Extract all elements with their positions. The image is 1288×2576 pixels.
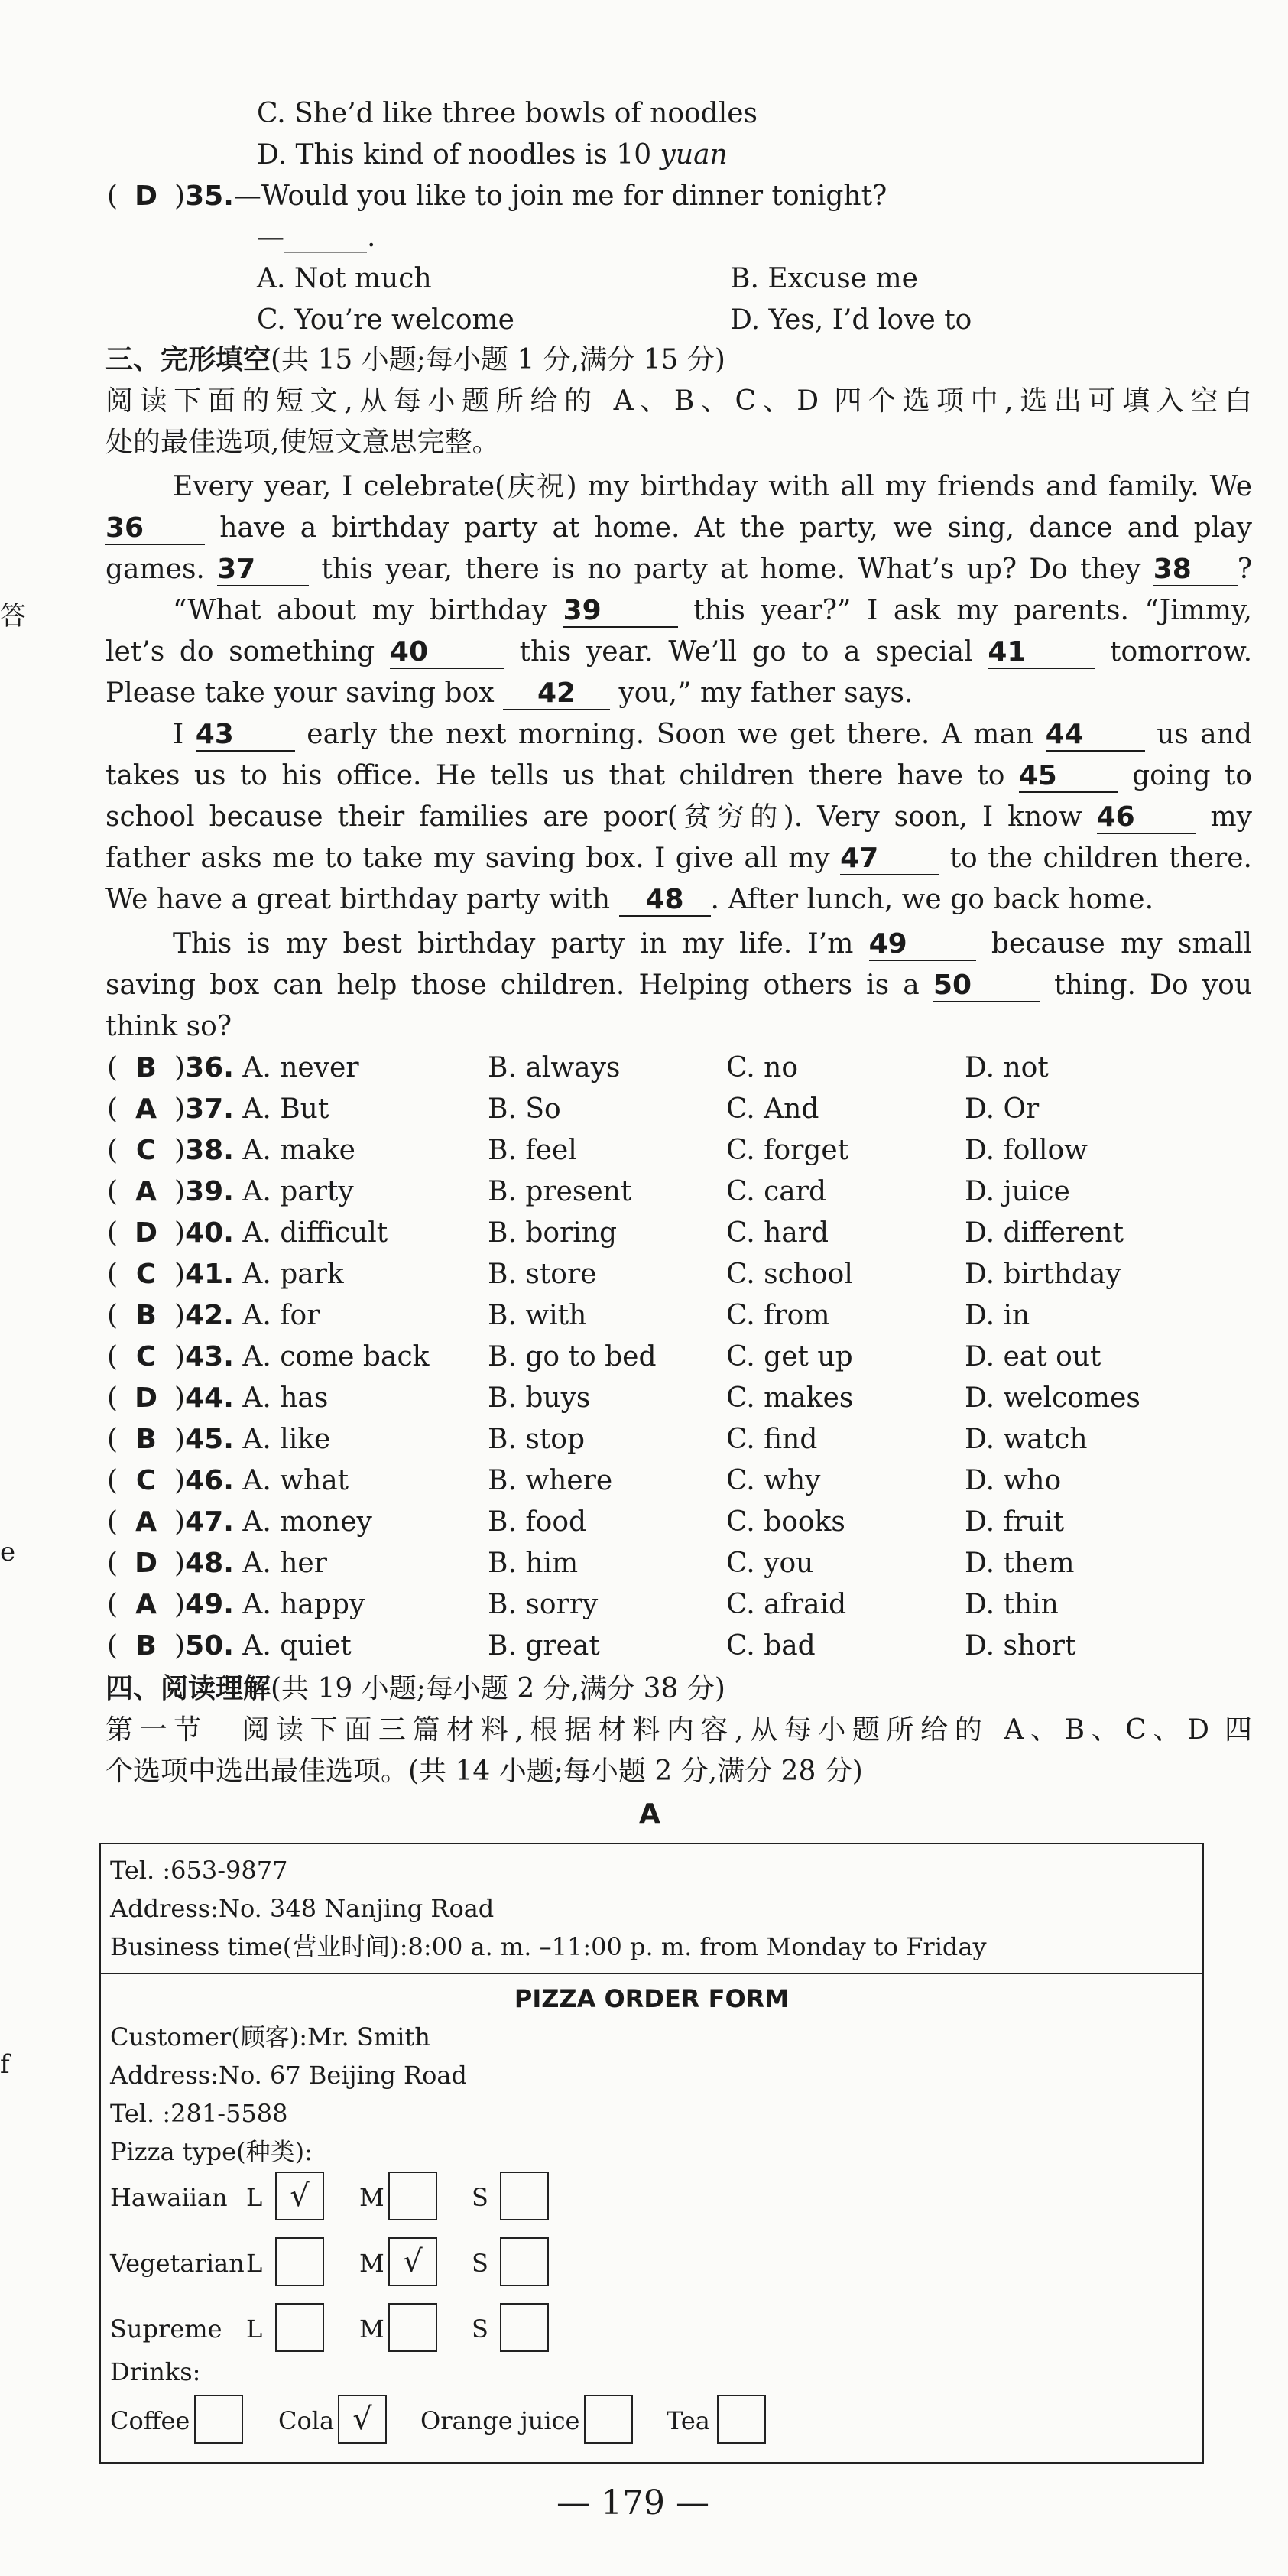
blank-48: 48 (619, 885, 711, 917)
q35-blank-line: —______. (257, 222, 376, 253)
blank-44: 44 (1046, 720, 1145, 752)
question-number: 43. (185, 1341, 234, 1372)
drink-name: Tea (667, 2406, 710, 2435)
size-label: L (246, 2249, 263, 2278)
question-number: 36. (185, 1052, 234, 1083)
section4-part1-instruction-2: 个选项中选出最佳选项。(共 14 小题;每小题 2 分,满分 28 分) (105, 1756, 863, 1787)
size-checkbox[interactable] (500, 2237, 549, 2286)
option-a: A. money (242, 1506, 372, 1538)
section3-title: 三、完形填空(共 15 小题;每小题 1 分,满分 15 分) (105, 344, 725, 375)
pizza-name: Vegetarian (110, 2249, 245, 2278)
passage-line: takes us to his office. He tells us that children there have to 45 going to (105, 760, 1253, 791)
question-number: 47. (185, 1506, 234, 1538)
option-d: D. watch (965, 1424, 1088, 1455)
option-d: D. not (965, 1052, 1049, 1083)
passage-line: think so? (105, 1011, 232, 1042)
size-label: L (246, 2315, 263, 2344)
option-a: A. make (242, 1135, 355, 1166)
size-checkbox[interactable] (275, 2303, 324, 2352)
option-b: B. great (488, 1630, 600, 1662)
question-number: 48. (185, 1548, 234, 1579)
section4-part1-instruction-1: 第一节 阅读下面三篇材料,根据材料内容,从每小题所给的 A、B、C、D 四 (105, 1714, 1252, 1746)
drink-name: Cola (278, 2406, 335, 2435)
option-d: D. eat out (965, 1341, 1101, 1372)
option-c: C. why (726, 1465, 821, 1496)
option-a: A. party (242, 1176, 354, 1207)
size-checkbox[interactable]: √ (275, 2172, 324, 2220)
customer-name: Customer(顾客):Mr. Smith (110, 2022, 430, 2051)
answer-mark: B (135, 1300, 157, 1331)
blank-36: 36 (105, 513, 205, 545)
passage-line: games. 37 this year, there is no party at home. What’s up? Do they 38 ? (105, 554, 1252, 585)
question-row: ( A )49. A. happy (107, 1587, 365, 1623)
answer-mark: A (135, 1093, 157, 1125)
option-a: A. come back (242, 1341, 430, 1372)
q34-option-d: D. This kind of noodles is 10 yuan (257, 139, 728, 171)
question-row: ( B )36. A. never (107, 1051, 359, 1086)
blank-38: 38 (1153, 554, 1238, 586)
option-b: B. with (488, 1300, 587, 1331)
pizza-order-form (99, 1843, 1204, 2464)
pizza-type-label: Pizza type(种类): (110, 2137, 313, 2166)
answer-mark: A (135, 1506, 157, 1538)
option-d: D. different (965, 1217, 1124, 1249)
q34-option-c: C. She’d like three bowls of noodles (257, 98, 758, 129)
passage-line: 36 have a birthday party at home. At the party, we sing, dance and play (105, 512, 1252, 544)
section4-title: 四、阅读理解(共 19 小题;每小题 2 分,满分 38 分) (105, 1673, 725, 1704)
option-a: A. quiet (242, 1630, 352, 1662)
question-row: ( D )48. A. her (107, 1546, 327, 1581)
option-c: C. you (726, 1548, 814, 1579)
blank-50: 50 (933, 970, 1040, 1002)
option-c: C. bad (726, 1630, 816, 1662)
size-label: M (359, 2183, 384, 2212)
answer-35: D (135, 180, 157, 212)
size-label: S (472, 2315, 488, 2344)
passage-line: Please take your saving box 42 you,” my father says. (105, 677, 913, 709)
question-row: ( B )50. A. quiet (107, 1629, 352, 1664)
option-b: B. So (488, 1093, 561, 1125)
question-35: ( D )35.—Would you like to join me for dinner tonight? (107, 179, 887, 214)
answer-mark: B (135, 1630, 157, 1662)
q35-option-b: B. Excuse me (730, 263, 918, 294)
answer-mark: C (135, 1465, 157, 1496)
question-row: ( A )39. A. party (107, 1174, 354, 1210)
edge-fragment: e (0, 1537, 16, 1567)
section3-instruction-2: 处的最佳选项,使短文意思完整。 (105, 427, 500, 458)
size-label: L (246, 2183, 263, 2212)
question-row: ( C )46. A. what (107, 1463, 349, 1499)
option-b: B. store (488, 1259, 597, 1290)
question-number: 39. (185, 1176, 234, 1207)
drink-checkbox[interactable] (584, 2395, 633, 2444)
blank-37: 37 (217, 554, 309, 586)
question-row: ( A )47. A. money (107, 1505, 372, 1540)
blank-39: 39 (563, 596, 678, 628)
answer-mark: B (135, 1424, 157, 1455)
pizza-name: Hawaiian (110, 2183, 228, 2212)
answer-mark: D (135, 1382, 157, 1414)
option-d: D. in (965, 1300, 1030, 1331)
drink-checkbox[interactable] (717, 2395, 766, 2444)
passage-line: We have a great birthday party with 48 . After lunch, we go back home. (105, 884, 1154, 915)
drink-checkbox[interactable] (194, 2395, 243, 2444)
drink-checkbox[interactable]: √ (338, 2395, 387, 2444)
option-c: C. from (726, 1300, 830, 1331)
passage-line: saving box can help those children. Helping others is a 50 thing. Do you (105, 970, 1253, 1001)
business-time: Business time(营业时间):8:00 a. m. –11:00 p. m. from Monday to Friday (110, 1932, 987, 1961)
option-c: C. hard (726, 1217, 829, 1249)
drink-name: Coffee (110, 2406, 190, 2435)
form-divider (101, 1973, 1202, 1974)
size-checkbox[interactable] (388, 2172, 437, 2220)
option-b: B. him (488, 1548, 579, 1579)
blank-45: 45 (1019, 761, 1118, 793)
blank-47: 47 (840, 843, 939, 875)
size-checkbox[interactable] (500, 2303, 549, 2352)
answer-mark: D (135, 1217, 157, 1249)
answer-mark: C (135, 1341, 157, 1372)
size-label: M (359, 2315, 384, 2344)
option-c: C. makes (726, 1382, 854, 1414)
answer-mark: D (135, 1548, 157, 1579)
q35-option-d: D. Yes, I’d love to (730, 304, 972, 336)
blank-40: 40 (390, 637, 504, 669)
option-b: B. go to bed (488, 1341, 657, 1372)
shop-tel: Tel. :653-9877 (110, 1856, 288, 1885)
size-label: S (472, 2183, 488, 2212)
option-b: B. boring (488, 1217, 618, 1249)
answer-mark: B (135, 1052, 157, 1083)
size-checkbox[interactable] (388, 2303, 437, 2352)
shop-address: Address:No. 348 Nanjing Road (110, 1894, 495, 1923)
option-c: C. card (726, 1176, 827, 1207)
question-row: ( B )45. A. like (107, 1422, 330, 1457)
question-row: ( C )38. A. make (107, 1133, 355, 1168)
size-label: M (359, 2249, 384, 2278)
size-checkbox[interactable] (275, 2237, 324, 2286)
option-a: A. what (242, 1465, 349, 1496)
page-number: — 179 — (556, 2483, 709, 2522)
option-d: D. follow (965, 1135, 1088, 1166)
option-c: C. And (726, 1093, 819, 1125)
pizza-name: Supreme (110, 2315, 222, 2344)
q35-option-a: A. Not much (257, 263, 432, 294)
form-title: PIZZA ORDER FORM (514, 1984, 790, 2013)
option-b: B. where (488, 1465, 613, 1496)
question-number: 42. (185, 1300, 234, 1331)
option-d: D. juice (965, 1176, 1070, 1207)
edge-fragment: 答 (0, 601, 26, 632)
option-a: A. park (242, 1259, 344, 1290)
option-b: B. present (488, 1176, 632, 1207)
passage-line: father asks me to take my saving box. I give all my 47 to the children there. (105, 843, 1252, 874)
option-a: A. never (242, 1052, 359, 1083)
blank-46: 46 (1097, 802, 1196, 834)
question-number: 38. (185, 1135, 234, 1166)
option-a: A. happy (242, 1589, 365, 1620)
passage-line: This is my best birthday party in my life. I’m 49 because my small (173, 928, 1252, 960)
option-d: D. them (965, 1548, 1075, 1579)
passage-line: I 43 early the next morning. Soon we get there. A man 44 us and (173, 719, 1253, 750)
option-b: B. sorry (488, 1589, 599, 1620)
option-a: A. her (242, 1548, 327, 1579)
passage-line: school because their families are poor(贫穷的). Very soon, I know 46 my (105, 801, 1252, 833)
option-a: A. for (242, 1300, 320, 1331)
blank-43: 43 (196, 720, 295, 752)
size-checkbox[interactable]: √ (388, 2237, 437, 2286)
q35-option-c: C. You’re welcome (257, 304, 514, 336)
question-number: 37. (185, 1093, 234, 1125)
question-row: ( C )41. A. park (107, 1257, 344, 1292)
edge-fragment: f (0, 2049, 10, 2080)
passage-label-a: A (639, 1798, 660, 1830)
option-c: C. school (726, 1259, 853, 1290)
option-d: D. short (965, 1630, 1076, 1662)
option-a: A. But (242, 1093, 329, 1125)
option-b: B. buys (488, 1382, 591, 1414)
size-label: S (472, 2249, 488, 2278)
question-number: 46. (185, 1465, 234, 1496)
customer-address: Address:No. 67 Beijing Road (110, 2061, 467, 2090)
size-checkbox[interactable] (500, 2172, 549, 2220)
option-b: B. always (488, 1052, 621, 1083)
customer-tel: Tel. :281-5588 (110, 2099, 288, 2128)
option-d: D. welcomes (965, 1382, 1140, 1414)
answer-mark: A (135, 1176, 157, 1207)
option-d: D. fruit (965, 1506, 1065, 1538)
question-number: 41. (185, 1259, 234, 1290)
option-c: C. forget (726, 1135, 849, 1166)
option-c: C. no (726, 1052, 799, 1083)
option-b: B. stop (488, 1424, 586, 1455)
blank-41: 41 (988, 637, 1095, 669)
blank-49: 49 (869, 929, 976, 961)
question-number: 44. (185, 1382, 234, 1414)
question-number: 49. (185, 1589, 234, 1620)
option-a: A. difficult (242, 1217, 388, 1249)
drinks-label: Drinks: (110, 2357, 201, 2386)
passage-line: let’s do something 40 this year. We’ll go to a special 41 tomorrow. (105, 636, 1253, 668)
option-c: C. books (726, 1506, 845, 1538)
option-a: A. like (242, 1424, 331, 1455)
option-d: D. thin (965, 1589, 1059, 1620)
option-c: C. afraid (726, 1589, 847, 1620)
option-c: C. find (726, 1424, 818, 1455)
answer-mark: C (135, 1259, 157, 1290)
answer-mark: C (135, 1135, 157, 1166)
passage-line: Every year, I celebrate(庆祝) my birthday with all my friends and family. We (173, 471, 1252, 502)
answer-mark: A (135, 1589, 157, 1620)
passage-line: “What about my birthday 39 this year?” I ask my parents. “Jimmy, (173, 595, 1253, 626)
option-d: D. birthday (965, 1259, 1121, 1290)
drink-name: Orange juice (420, 2406, 580, 2435)
blank-42: 42 (503, 678, 610, 710)
option-c: C. get up (726, 1341, 853, 1372)
question-number: 45. (185, 1424, 234, 1455)
question-row: ( B )42. A. for (107, 1298, 320, 1333)
question-row: ( D )40. A. difficult (107, 1216, 388, 1251)
question-row: ( A )37. A. But (107, 1092, 329, 1127)
question-row: ( D )44. A. has (107, 1381, 328, 1416)
section3-instruction-1: 阅读下面的短文,从每小题所给的 A、B、C、D 四个选项中,选出可填入空白 (105, 385, 1252, 417)
question-row: ( C )43. A. come back (107, 1340, 429, 1375)
question-number: 40. (185, 1217, 234, 1249)
option-d: D. Or (965, 1093, 1040, 1125)
option-d: D. who (965, 1465, 1062, 1496)
question-number: 50. (185, 1630, 234, 1662)
option-a: A. has (242, 1382, 329, 1414)
option-b: B. food (488, 1506, 587, 1538)
option-b: B. feel (488, 1135, 577, 1166)
